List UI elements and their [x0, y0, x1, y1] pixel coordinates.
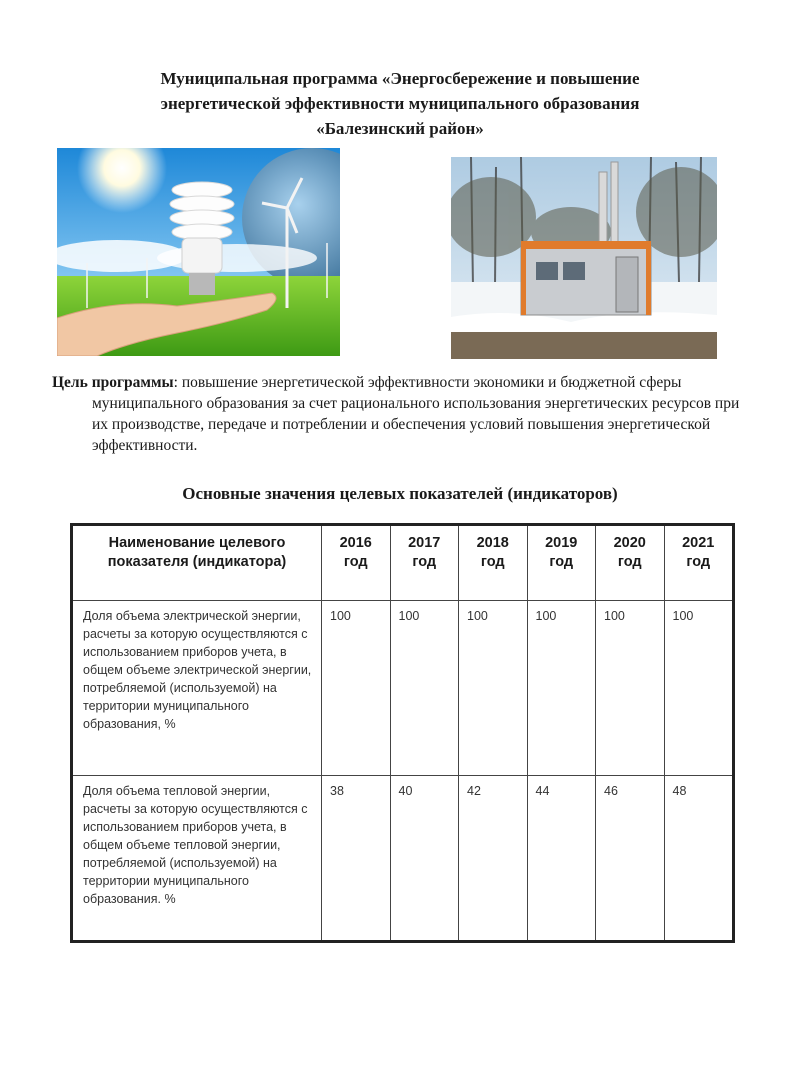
header-year-2019: 2019 год — [527, 525, 596, 601]
title-line-3: «Балезинский район» — [316, 119, 484, 138]
table-header-row — [72, 525, 734, 601]
value-cell: 42 — [459, 776, 528, 942]
value-cell: 38 — [322, 776, 391, 942]
value-cell: 100 — [664, 601, 734, 776]
table-row — [72, 601, 734, 776]
table-row — [72, 776, 734, 942]
boiler-house-photo — [451, 157, 717, 359]
value-cell: 100 — [459, 601, 528, 776]
header-year-2020: 2020 год — [596, 525, 665, 601]
header-indicator-name: Наименование целевого показателя (индикатора) — [72, 525, 322, 601]
energy-saving-lamp-photo — [57, 148, 340, 356]
value-cell: 40 — [390, 776, 459, 942]
header-year-2018: 2018 год — [459, 525, 528, 601]
program-goal — [52, 372, 752, 456]
value-cell: 100 — [596, 601, 665, 776]
header-year-2021: 2021 год — [664, 525, 734, 601]
goal-label: Цель программы — [52, 374, 174, 391]
indicator-name-heat: Доля объема тепловой энергии, расчеты за которую осуществляются с использованием приборов учета, в общем объеме тепловой энергии, потребляемой (используемой) на территории муниципального образования. % — [72, 776, 322, 942]
value-cell: 46 — [596, 776, 665, 942]
value-cell: 100 — [390, 601, 459, 776]
page-title — [60, 66, 740, 141]
title-line-2: энергетической эффективности муниципального образования — [160, 94, 640, 113]
value-cell: 48 — [664, 776, 734, 942]
value-cell: 100 — [322, 601, 391, 776]
value-cell: 100 — [527, 601, 596, 776]
value-cell: 44 — [527, 776, 596, 942]
header-year-2016: 2016 год — [322, 525, 391, 601]
table-title: Основные значения целевых показателей (индикаторов) — [182, 484, 618, 503]
goal-text: : повышение энергетической эффективности экономики и бюджетной сферы муниципального образования за счет рационального использования энергетических ресурсов при их производстве, передаче и потреблении и обеспечения условий повышения энергетической эффективности. — [92, 374, 740, 454]
indicators-table — [70, 523, 735, 943]
title-line-1: Муниципальная программа «Энергосбережение и повышение — [160, 69, 640, 88]
header-year-2017: 2017 год — [390, 525, 459, 601]
indicator-name-electric: Доля объема электрической энергии, расчеты за которую осуществляются с использованием приборов учета, в общем объеме электрической энергии, потребляемой (используемой) на территории муниципального образования, % — [72, 601, 322, 776]
